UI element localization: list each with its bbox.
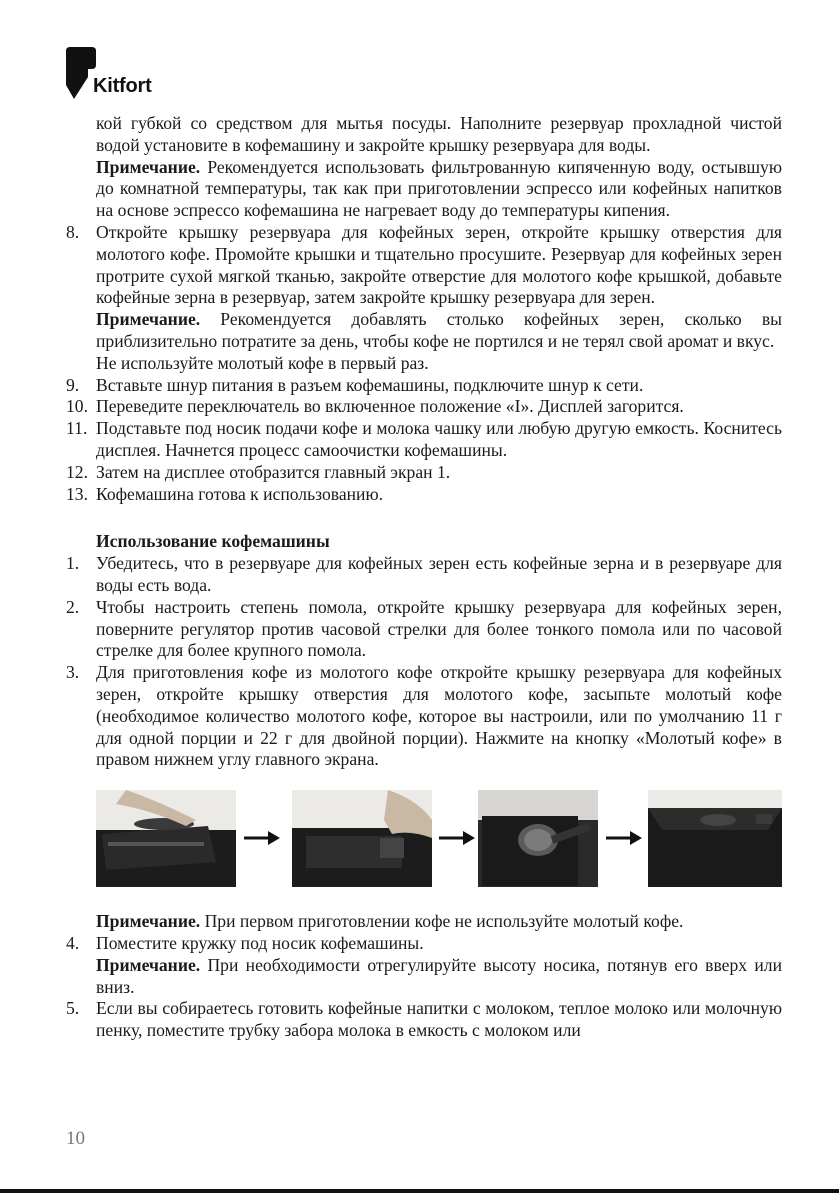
- item-text: Переведите переключатель во включенное положение «I». Дисплей загорится.: [96, 396, 684, 417]
- note-label: Примечание.: [96, 309, 201, 330]
- note-text: При необходимости отрегулируйте высоту носика, потянув его вверх или вниз.: [96, 954, 782, 997]
- photo-add-ground-coffee: [292, 790, 432, 887]
- note-text: Рекомендуется добавлять столько кофейных зерен, сколько вы приблизительно потратите за день, чтобы кофе не портился и не терял свой аромат и вкус.: [96, 309, 782, 351]
- list-item: [66, 662, 782, 771]
- list-item: [66, 462, 782, 484]
- warning-text: Не используйте молотый кофе в первый раз.: [96, 352, 429, 373]
- list-item: [66, 597, 782, 662]
- list-item: [66, 998, 782, 1042]
- brand-logo: [66, 47, 176, 99]
- item-number: 4.: [66, 932, 80, 953]
- note-text: При первом приготовлении кофе не используйте молотый кофе.: [200, 911, 684, 932]
- instruction-photos: [66, 790, 782, 898]
- item-number: 9.: [66, 374, 80, 395]
- item-number: 13.: [66, 483, 88, 504]
- list-item: [66, 222, 782, 309]
- item-text: Вставьте шнур питания в разъем кофемашины, подключите шнур к сети.: [96, 374, 644, 395]
- list-item: [66, 375, 782, 397]
- item-number: 8.: [66, 221, 80, 242]
- continuation-paragraph: кой губкой со средством для мытья посуды. Наполните резервуар прохладной чистой водой установите в кофемашину и закройте крышку резервуара для воды.: [96, 113, 782, 155]
- page-content: [66, 113, 782, 1042]
- photo-measuring-spoon: [478, 790, 598, 887]
- list-item: [66, 484, 782, 506]
- item-number: 5.: [66, 998, 80, 1019]
- photo-closed-lid: [648, 790, 782, 887]
- arrow-right-icon: [606, 830, 642, 846]
- item-number: 1.: [66, 553, 80, 574]
- item-text: Кофемашина готова к использованию.: [96, 483, 384, 504]
- item-number: 11.: [66, 418, 88, 439]
- section-heading: Использование кофемашины: [96, 531, 330, 552]
- page-number: 10: [66, 1128, 85, 1149]
- list-item: [66, 933, 782, 955]
- bottom-divider: [0, 1189, 839, 1193]
- note-label: Примечание.: [96, 156, 201, 177]
- item-text: Подставьте под носик подачи кофе и молока чашку или любую другую емкость. Коснитесь дисплея. Начнется процесс самоочистки кофемашины.: [96, 418, 782, 460]
- list-item: [66, 396, 782, 418]
- note-label: Примечание.: [96, 911, 201, 932]
- list-item: [66, 553, 782, 597]
- item-text: Затем на дисплее отобразится главный экран 1.: [96, 461, 451, 482]
- item-text: Откройте крышку резервуара для кофейных зерен, откройте крышку отверстия для молотого кофе. Промойте крышки и тщательно просушите. Резервуар для кофейных зерен протрите сухой мягкой тканью, закройте отверстие для молотого кофе крышкой, добавьте кофейные зерна в резервуар, затем закройте крышку резервуара для зерен.: [96, 221, 782, 308]
- item-number: 2.: [66, 596, 80, 617]
- item-number: 12.: [66, 461, 88, 482]
- arrow-right-icon: [439, 830, 475, 846]
- arrow-right-icon: [244, 830, 280, 846]
- note-paragraph: [66, 955, 782, 999]
- item-text: Если вы собираетесь готовить кофейные напитки с молоком, теплое молоко или молочную пенку, поместите трубку забора молока в емкость с молоком или: [96, 998, 782, 1041]
- kitfort-logo-icon: [66, 47, 96, 99]
- note-text: Рекомендуется использовать фильтрованную кипяченную воду, остывшую до комнатной температуры, так как при приготовлении эспрессо или кофейных напитков на основе эспрессо кофемашина не нагревает воду до температуры кипения.: [96, 156, 782, 221]
- item-number: 10.: [66, 396, 88, 417]
- note-paragraph: [66, 911, 782, 933]
- item-text: Убедитесь, что в резервуаре для кофейных зерен есть кофейные зерна и в резервуаре для воды есть вода.: [96, 553, 782, 595]
- note-paragraph: [66, 309, 782, 353]
- note-paragraph: [66, 157, 782, 222]
- item-text: Для приготовления кофе из молотого кофе откройте крышку резервуара для кофейных зерен, откройте крышку отверстия для молотого кофе, засыпьте молотый кофе (необходимое количество молотого кофе, которое вы настроили, или по умолчанию 11 г для одной порции и 22 г для двойной порции). Нажмите на кнопку «Молотый кофе» в правом нижнем углу главного экрана.: [96, 662, 782, 770]
- item-text: Поместите кружку под носик кофемашины.: [96, 932, 424, 953]
- item-text: Чтобы настроить степень помола, откройте крышку резервуара для кофейных зерен, поверните регулятор против часовой стрелки для более тонкого помола или по часовой стрелке для более крупного помола.: [96, 596, 782, 661]
- item-number: 3.: [66, 662, 80, 683]
- brand-name: Kitfort: [93, 75, 152, 97]
- list-item: [66, 418, 782, 462]
- photo-open-lid: [96, 790, 236, 887]
- note-label: Примечание.: [96, 954, 201, 975]
